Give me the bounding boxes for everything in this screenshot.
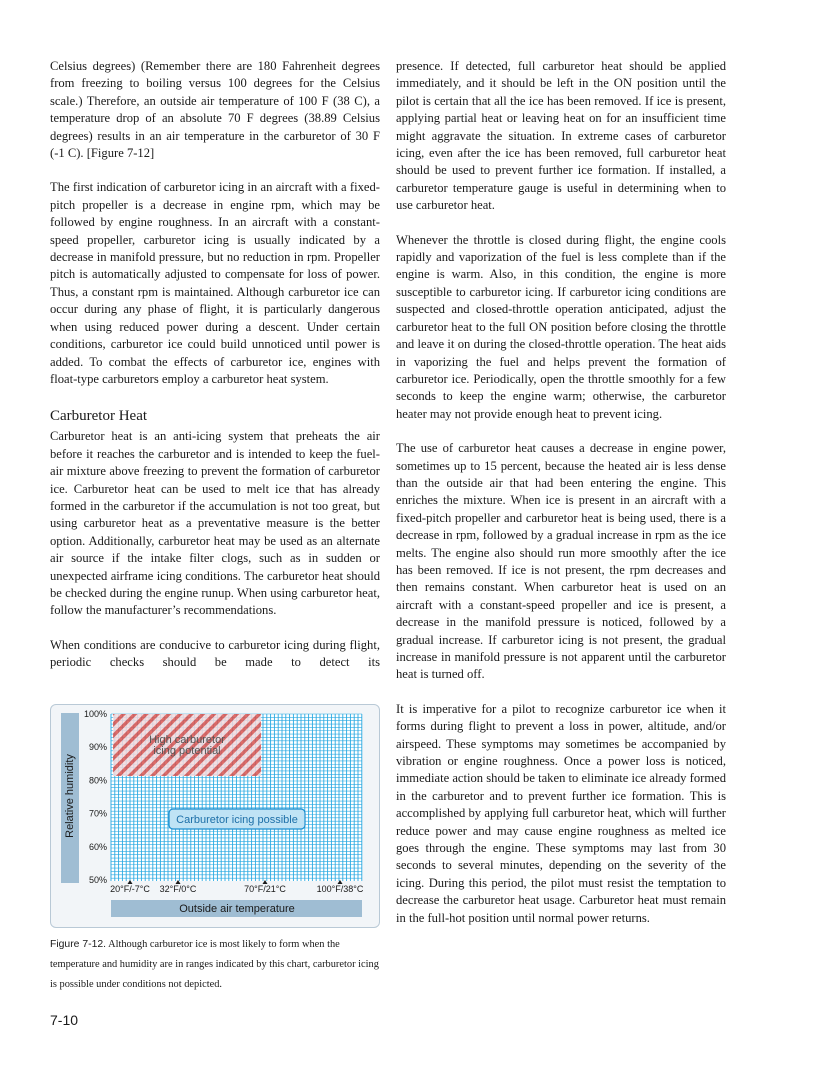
high-zone-label-line1: High carburetor (149, 734, 225, 746)
paragraph: presence. If detected, full carburetor heat should be applied immediately, and it should be left in the ON position until the pilot is certain that all the ice has been removed. If ice is present, applying partial heat or leaving heat on for an insufficient time might aggravate the situation. In extreme cases of carburetor icing, even after the ice has been removed, full carburetor heat should be used to prevent further ice formation. If installed, a carburetor temperature gauge is useful in determining when to use carburetor heat. (396, 59, 726, 213)
y-tick-label: 50% (88, 875, 107, 885)
y-tick-label: 80% (88, 775, 107, 786)
icing-chart-svg (51, 705, 379, 927)
figure-caption (50, 935, 385, 994)
x-tick-label: 20°F/-7°C (110, 884, 150, 894)
right-column (396, 58, 726, 927)
y-tick-label: 60% (88, 841, 107, 852)
y-tick-label: 70% (88, 808, 107, 819)
paragraph: Celsius degrees) (Remember there are 180 Fahrenheit degrees from freezing to boiling versus 100 degrees for the Celsius scale.) Therefore, an outside air temperature of 100 F (38 C), a temperature drop of an absolute 70 F degrees (38.89 Celsius degrees) results in an air temperature in the carburetor of 30 F (-1 C). [Figure 7-12] (50, 59, 380, 161)
paragraph: Carburetor heat is an anti-icing system that preheats the air before it reaches the carburetor and is intended to keep the fuel-air mixture above freezing to prevent the formation of carburetor ice. Carburetor heat can be used to melt ice that has already formed in the carburetor if the accumulation is not too great, but using carburetor heat as a preventative measure is the better option. Additionally, carburetor heat may be used as an alternate air source if the intake filter clogs, such as in sudden or unexpected airframe icing conditions. The carburetor heat should be checked during the engine runup. When using carburetor heat, follow the manufacturer’s recommendations. (50, 429, 380, 618)
section-heading: Carburetor Heat (50, 408, 148, 425)
possible-icing-label: Carburetor icing possible (176, 814, 298, 826)
high-zone-label-line2: icing potential (153, 745, 221, 757)
paragraph: The first indication of carburetor icing in an aircraft with a fixed-pitch propeller is a decrease in engine rpm, which may be followed by engine roughness. In an aircraft with a constant-speed propeller, carburetor icing is usually indicated by a decrease in manifold pressure, but no reduction in rpm. Propeller pitch is automatically adjusted to compensate for loss of power. Thus, a constant rpm is maintained. Although carburetor ice can occur during any phase of flight, it is particularly dangerous when using reduced power during a descent. Under certain conditions, carburetor ice could build unnoticed until power is added. To combat the effects of carburetor ice, engines with float-type carburetors employ a carburetor heat system. (50, 180, 380, 386)
caption-label: Figure 7-12. (50, 939, 107, 950)
y-tick-labels (84, 709, 107, 885)
paragraph: When conditions are conducive to carburetor icing during flight, periodic checks should be made to detect its (50, 637, 380, 670)
page-number: 7-10 (50, 1012, 79, 1028)
y-axis-label: Relative humidity (64, 754, 76, 838)
y-tick-label: 100% (83, 709, 107, 719)
x-tick-label: 70°F/21°C (244, 884, 286, 894)
x-tick-labels (110, 880, 364, 894)
y-tick-label: 90% (88, 742, 107, 753)
x-tick-label: 100°F/38°C (316, 884, 364, 894)
paragraph: The use of carburetor heat causes a decrease in engine power, sometimes up to 15 percent, because the heated air is less dense than the outside air that had been entering the engine. This enriches the mixture. When ice is present in an aircraft with a fixed-pitch propeller and carburetor heat is being used, there is a decrease in rpm, followed by a gradual increase in rpm as the ice melts. The engine also should run more smoothly after the ice has been removed. If ice is not present, the rpm decreases and then remains constant. When carburetor heat is used on an aircraft with a constant-speed propeller and ice is present, a decrease in the manifold pressure is noticed, followed by a gradual increase. If carburetor icing is not present, the gradual increase in manifold pressure is not apparent until the carburetor heat is turned off. (396, 441, 726, 682)
paragraph: Whenever the throttle is closed during flight, the engine cools rapidly and vaporization of the fuel is less complete than if the engine is warm. Also, in this condition, the engine is more susceptible to carburetor icing. If carburetor icing conditions are suspected and closed-throttle operation anticipated, adjust the carburetor heat to the full ON position before closing the throttle and leave it on during the closed-throttle operation. The heat aids in vaporizing the fuel and helps prevent the formation of carburetor ice. Periodically, open the throttle smoothly for a few seconds to keep the engine warm; otherwise, the carburetor heater may not provide enough heat to prevent icing. (396, 232, 726, 421)
paragraph: It is imperative for a pilot to recognize carburetor ice when it forms during flight to prevent a loss in power, altitude, and/or airspeed. These symptoms may sometimes be accompanied by vibration or engine roughness. Once a power loss is noticed, immediate action should be taken to eliminate ice already formed in the carburetor and to prevent further ice formation. This is accomplished by applying full carburetor heat, which will further reduce power and may cause engine roughness as melted ice goes through the engine. These symptoms may last from 30 seconds to several minutes, depending on the severity of the icing. During this period, the pilot must resist the temptation to decrease the carburetor heat usage. Carburetor heat must remain in the full-hot position until normal power returns. (396, 701, 726, 925)
x-axis-label: Outside air temperature (179, 903, 295, 915)
left-column (50, 58, 380, 672)
figure-chart (50, 704, 380, 928)
caption-text: Although carburetor ice is most likely to form when the temperature and humidity are in ranges indicated by this chart, carburetor icing is possible under conditions not depicted. (50, 939, 379, 990)
x-tick-label: 32°F/0°C (159, 884, 197, 894)
